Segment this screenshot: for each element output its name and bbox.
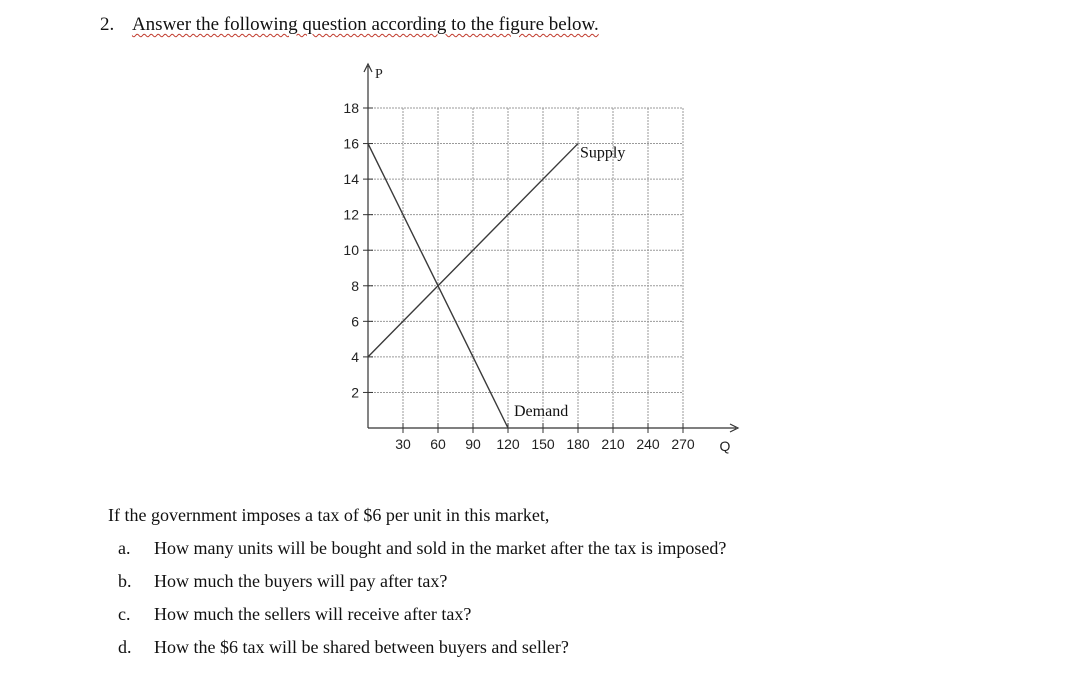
y-tick-label: 6 <box>351 313 359 330</box>
x-tick-label: 180 <box>566 436 590 452</box>
question-instruction: Answer the following question according to the figure below. <box>131 14 599 35</box>
sub-question-a <box>118 538 726 559</box>
sub-question-text: How many units will be bought and sold in the market after the tax is imposed? <box>154 538 727 558</box>
y-tick-label: 2 <box>351 384 359 401</box>
sub-question-text: How much the buyers will pay after tax? <box>154 571 448 591</box>
y-tick-label: 8 <box>351 277 359 294</box>
chart-grid <box>368 108 683 428</box>
sub-question-letter: b. <box>118 571 132 591</box>
chart-labels <box>343 67 730 454</box>
sub-question-letter: d. <box>118 637 132 657</box>
y-axis-label: P <box>375 67 383 82</box>
sub-question-b <box>118 571 447 592</box>
sub-question-d <box>118 637 569 658</box>
y-tick-label: 18 <box>343 100 359 116</box>
x-axis-label: Q <box>719 438 731 454</box>
x-tick-label: 120 <box>496 436 520 452</box>
x-tick-label: 210 <box>601 436 625 452</box>
y-tick-label: 12 <box>343 206 359 223</box>
tax-intro: If the government imposes a tax of $6 per unit in this market, <box>108 505 550 525</box>
sub-question-c <box>118 604 471 625</box>
sub-question-text: How the $6 tax will be shared between buyers and seller? <box>154 637 569 657</box>
y-tick-label: 14 <box>343 171 359 188</box>
x-tick-label: 30 <box>395 436 411 452</box>
x-tick-label: 270 <box>671 436 695 452</box>
y-tick-label: 10 <box>343 242 359 259</box>
sub-question-letter: a. <box>118 538 131 558</box>
sub-question-text: How much the sellers will receive after tax? <box>154 604 472 624</box>
x-tick-label: 60 <box>430 436 446 452</box>
sub-question-letter: c. <box>118 604 131 624</box>
x-tick-label: 240 <box>636 436 660 452</box>
y-tick-label: 16 <box>343 135 359 152</box>
series-label-supply: Supply <box>580 144 626 162</box>
x-tick-label: 90 <box>465 436 481 452</box>
y-tick-label: 4 <box>351 348 359 365</box>
series-label-demand: Demand <box>514 403 569 420</box>
x-tick-label: 150 <box>531 436 555 452</box>
question-number: 2. <box>100 14 115 35</box>
